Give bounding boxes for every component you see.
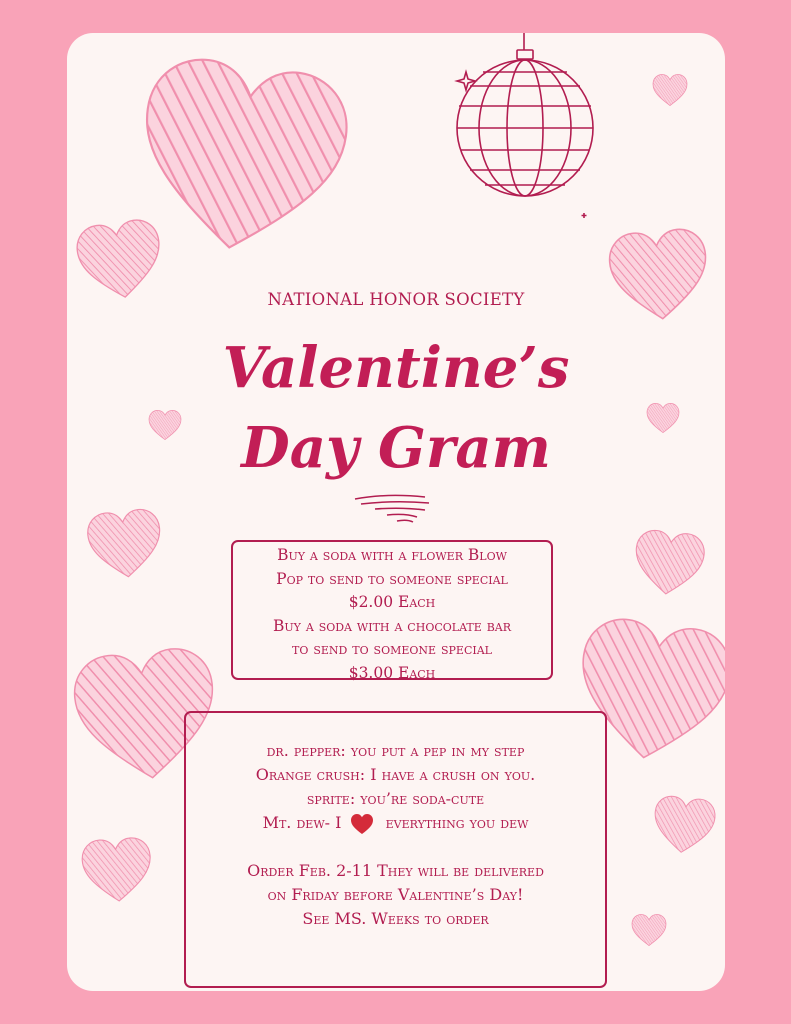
order-line: See MS. Weeks to order <box>302 909 489 928</box>
heart-decoration <box>630 913 668 947</box>
soda-line: dr. pepper: you put a pep in my step <box>266 741 525 760</box>
title-line-1: Valentine’s <box>222 335 570 401</box>
offer-box <box>231 540 553 680</box>
soda-line-dew <box>186 811 605 835</box>
message-box <box>184 711 607 988</box>
offer-price: $2.00 Each <box>348 593 436 611</box>
order-line: Order Feb. 2-11 They will be delivered <box>247 861 544 880</box>
heart-decoration <box>79 836 155 904</box>
heart-decoration <box>75 219 165 301</box>
flyer-card <box>67 33 725 991</box>
offer-line: Buy a soda with a flower Blow <box>277 546 507 564</box>
heart-decoration <box>85 508 165 580</box>
heart-icon <box>349 813 375 835</box>
dew-suffix: everything you dew <box>385 813 529 832</box>
offer-price: $3.00 Each <box>348 663 436 682</box>
heart-decoration <box>650 73 690 107</box>
soda-line: Orange crush: I have a crush on you. <box>255 765 536 784</box>
organization-name: NATIONAL HONOR SOCIETY <box>267 290 525 309</box>
heart-decoration <box>631 529 707 597</box>
order-line: on Friday before Valentine’s Day! <box>267 885 524 904</box>
heart-decoration <box>651 795 717 855</box>
underline-swirl-decoration <box>347 491 447 531</box>
dew-prefix: Mt. dew- I <box>262 813 342 832</box>
offer-line: to send to someone special <box>292 640 492 658</box>
title-line-2: Day Gram <box>241 415 551 481</box>
offer-line: Pop to send to someone special <box>276 569 508 588</box>
disco-ball-icon <box>437 33 617 220</box>
soda-line: sprite: you’re soda-cute <box>306 789 485 808</box>
offer-line: Buy a soda with a chocolate bar <box>272 616 512 635</box>
